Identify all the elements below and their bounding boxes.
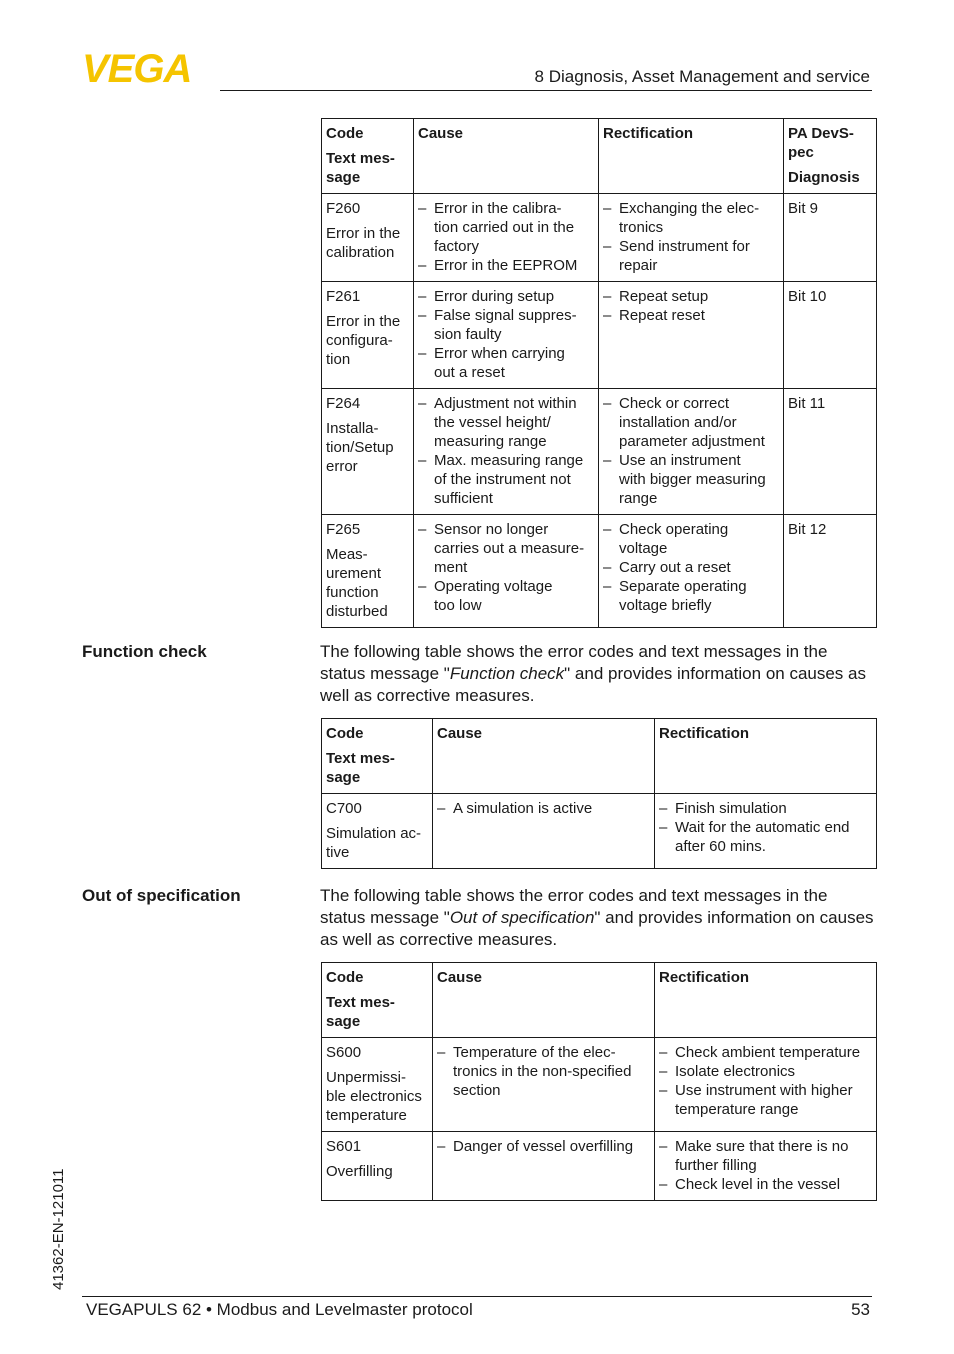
cause-item: – Error in the calibra- tion carried out in the factory xyxy=(418,199,594,256)
cause-item: – A simulation is active xyxy=(437,799,650,818)
cause-item: – Temperature of the elec- tronics in the non-specified section xyxy=(437,1043,650,1100)
document-id: 41362-EN-121011 xyxy=(50,1168,67,1290)
table-row xyxy=(322,794,877,869)
cause-cell xyxy=(414,389,599,515)
text-message-line: calibration xyxy=(326,244,395,261)
header-cause: Cause xyxy=(414,119,599,194)
cause-cell xyxy=(433,794,655,869)
table-row xyxy=(322,1038,877,1132)
header-rectification: Rectification xyxy=(655,963,877,1038)
code-cell xyxy=(322,794,433,869)
code-cell xyxy=(322,1038,433,1132)
table-row xyxy=(322,515,877,628)
rectification-item: – Check operating voltage xyxy=(603,520,779,558)
text-message-line: Installa- xyxy=(326,420,379,437)
section-title: 8 Diagnosis, Asset Management and service xyxy=(534,67,870,86)
cause-item: – Max. measuring range of the instrument not sufficient xyxy=(418,451,594,508)
rectification-item: – Repeat reset xyxy=(603,306,779,325)
out-of-spec-label: Out of specification xyxy=(82,886,241,905)
text-message-line: disturbed xyxy=(326,603,388,620)
error-code: S601 xyxy=(326,1138,362,1155)
rectification-cell xyxy=(599,194,784,282)
table-header-row xyxy=(322,963,877,1038)
text-message-line: Error in the xyxy=(326,225,401,242)
failure-table xyxy=(321,118,877,628)
header-cause: Cause xyxy=(433,963,655,1038)
page-number: 53 xyxy=(851,1300,870,1319)
text-message-line: tion xyxy=(326,351,351,368)
text-message-line: temperature xyxy=(326,1107,407,1124)
code-cell xyxy=(322,389,414,515)
header-pa-diagnosis: PA DevS- pec Diagnosis xyxy=(784,119,877,194)
cause-cell xyxy=(414,194,599,282)
text-message-line: tion/Setup xyxy=(326,439,394,456)
rectification-item: – Repeat setup xyxy=(603,287,779,306)
cause-item: – Danger of vessel overfilling xyxy=(437,1137,650,1156)
cause-item: – False signal suppres- sion faulty xyxy=(418,306,594,344)
rectification-item: – Exchanging the elec- tronics xyxy=(603,199,779,237)
error-code: F265 xyxy=(326,521,361,538)
footer-product: VEGAPULS 62 • Modbus and Levelmaster protocol xyxy=(86,1300,473,1319)
header-code: Code Text mes- sage xyxy=(322,963,433,1038)
rectification-item: – Carry out a reset xyxy=(603,558,779,577)
rectification-item: – Send instrument for repair xyxy=(603,237,779,275)
rectification-cell xyxy=(655,1038,877,1132)
rectification-cell xyxy=(599,389,784,515)
header-rectification: Rectification xyxy=(599,119,784,194)
code-cell xyxy=(322,194,414,282)
error-code: F260 xyxy=(326,200,361,217)
rectification-item: – Check level in the vessel xyxy=(659,1175,872,1194)
function-check-label: Function check xyxy=(82,642,207,661)
code-cell xyxy=(322,282,414,389)
rectification-item: – Check or correct installation and/or parameter adjustment xyxy=(603,394,779,451)
rectification-item: – Use instrument with higher temperature range xyxy=(659,1081,872,1119)
header-code: Code Text mes- sage xyxy=(322,119,414,194)
error-code: F261 xyxy=(326,288,361,305)
table-row xyxy=(322,1132,877,1201)
text-message-line: urement xyxy=(326,565,382,582)
table-header-row xyxy=(322,719,877,794)
header-divider xyxy=(220,90,872,91)
cause-item: – Error during setup xyxy=(418,287,594,306)
text-message-line: Overfilling xyxy=(326,1163,393,1180)
cause-item: – Sensor no longer carries out a measure- ment xyxy=(418,520,594,577)
error-code: S600 xyxy=(326,1044,362,1061)
pa-diagnosis-cell: Bit 9 xyxy=(784,194,877,282)
cause-cell xyxy=(414,282,599,389)
rectification-item: – Separate operating voltage briefly xyxy=(603,577,779,615)
rectification-item: – Check ambient temperature xyxy=(659,1043,872,1062)
rectification-item: – Use an instrument with bigger measuring range xyxy=(603,451,779,508)
code-cell xyxy=(322,1132,433,1201)
text-message-line: Error in the xyxy=(326,313,401,330)
cause-item: – Error when carrying out a reset xyxy=(418,344,594,382)
cause-item: – Adjustment not within the vessel height/ measuring range xyxy=(418,394,594,451)
text-message-line: tive xyxy=(326,844,350,861)
table-row xyxy=(322,194,877,282)
cause-cell xyxy=(414,515,599,628)
text-message-line: error xyxy=(326,458,358,475)
rectification-cell xyxy=(599,282,784,389)
rectification-item: – Finish simulation xyxy=(659,799,872,818)
out-of-spec-intro: The following table shows the error codes and text messages in the status message "Out of specification" and provides information on causes as well as corrective measures. xyxy=(320,886,874,949)
cause-cell xyxy=(433,1038,655,1132)
text-message-line: configura- xyxy=(326,332,393,349)
rectification-cell xyxy=(655,794,877,869)
cause-item: – Operating voltage too low xyxy=(418,577,594,615)
text-message-line: function xyxy=(326,584,379,601)
cause-cell xyxy=(433,1132,655,1201)
error-code: F264 xyxy=(326,395,361,412)
rectification-cell xyxy=(655,1132,877,1201)
text-message-line: Unpermissi- xyxy=(326,1069,407,1086)
pa-diagnosis-cell: Bit 12 xyxy=(784,515,877,628)
text-message-line: Simulation ac- xyxy=(326,825,422,842)
table-row xyxy=(322,389,877,515)
text-message-line: ble electronics xyxy=(326,1088,422,1105)
code-cell xyxy=(322,515,414,628)
function-check-intro: The following table shows the error codes and text messages in the status message "Function check" and provides information on causes as well as corrective measures. xyxy=(320,642,866,705)
header-code: Code Text mes- sage xyxy=(322,719,433,794)
header-rectification: Rectification xyxy=(655,719,877,794)
cause-item: – Error in the EEPROM xyxy=(418,256,594,275)
text-message-line: Meas- xyxy=(326,546,368,563)
footer-divider xyxy=(82,1296,872,1297)
vega-logo xyxy=(82,50,212,84)
rectification-cell xyxy=(599,515,784,628)
table-header-row xyxy=(322,119,877,194)
rectification-item: – Isolate electronics xyxy=(659,1062,872,1081)
out-of-spec-table xyxy=(321,962,877,1201)
table-row xyxy=(322,282,877,389)
vega-logo-text: VEGA xyxy=(82,50,192,84)
pa-diagnosis-cell: Bit 10 xyxy=(784,282,877,389)
pa-diagnosis-cell: Bit 11 xyxy=(784,389,877,515)
header-cause: Cause xyxy=(433,719,655,794)
error-code: C700 xyxy=(326,800,362,817)
rectification-item: – Make sure that there is no further filling xyxy=(659,1137,872,1175)
rectification-item: – Wait for the automatic end after 60 mins. xyxy=(659,818,872,856)
function-check-table xyxy=(321,718,877,869)
